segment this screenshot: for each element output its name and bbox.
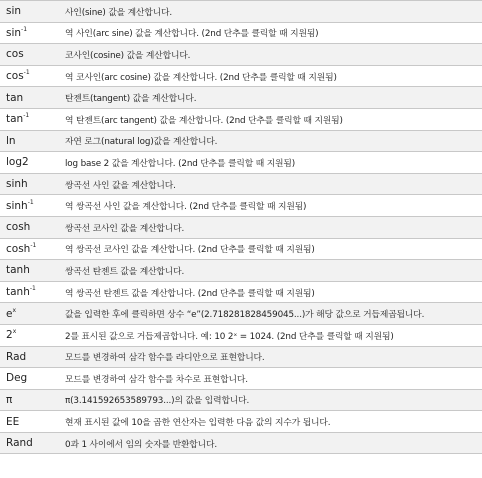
table-row — [0, 1, 482, 23]
function-key-name: 2 — [6, 329, 13, 342]
table-row — [0, 282, 482, 304]
function-key-superscript: -1 — [21, 25, 28, 33]
function-key-cell — [0, 416, 62, 428]
function-key-name: cosh — [6, 221, 31, 234]
function-key-cell — [0, 48, 62, 60]
function-description: 사인(sine) 값을 계산합니다. — [65, 7, 173, 18]
function-description: 코사인(cosine) 값을 계산합니다. — [65, 50, 191, 61]
function-key-name: e — [6, 307, 13, 320]
table-row — [0, 217, 482, 239]
function-key-superscript: -1 — [23, 112, 30, 120]
table-row — [0, 87, 482, 109]
function-key-cell — [0, 264, 62, 276]
function-key-name: ln — [6, 134, 16, 147]
table-row — [0, 303, 482, 325]
function-description: 0과 1 사이에서 임의 숫자를 반환합니다. — [65, 439, 217, 450]
table-row — [0, 368, 482, 390]
table-row — [0, 131, 482, 153]
table-row — [0, 152, 482, 174]
table-row — [0, 347, 482, 369]
function-description: 역 코사인(arc cosine) 값을 계산합니다. (2nd 단추를 클릭할 때 지원됨) — [65, 72, 337, 83]
function-key-superscript: -1 — [30, 241, 37, 249]
table-row — [0, 433, 482, 455]
function-key-cell — [0, 200, 62, 212]
function-key-name: log2 — [6, 156, 29, 169]
function-description: 탄젠트(tangent) 값을 계산합니다. — [65, 94, 197, 105]
function-description: 역 쌍곡선 사인 값을 계산합니다. (2nd 단추를 클릭할 때 지원됨) — [65, 202, 307, 213]
function-description: 역 사인(arc sine) 값을 계산합니다. (2nd 단추를 클릭할 때 지원됨) — [65, 29, 319, 40]
function-description: π(3.141592653589793...)의 값을 입력합니다. — [65, 396, 250, 407]
function-key-cell — [0, 135, 62, 147]
function-description: 2를 표시된 값으로 거듭제곱합니다. 예: 10 2ˣ = 1024. (2nd 단추를 클릭할 때 지원됨) — [65, 331, 394, 342]
function-description: 쌍곡선 사인 값을 계산합니다. — [65, 180, 176, 191]
function-key-cell — [0, 27, 62, 39]
table-row — [0, 109, 482, 131]
function-description: 현재 표시된 값에 10을 곱한 연산자는 입력한 다음 값의 지수가 됩니다. — [65, 418, 331, 429]
table-row — [0, 44, 482, 66]
table-row — [0, 195, 482, 217]
function-description: 쌍곡선 탄젠트 값을 계산합니다. — [65, 266, 185, 277]
function-key-cell — [0, 372, 62, 384]
function-key-name: tan — [6, 113, 24, 126]
function-description: 값을 입력한 후에 클릭하면 상수 “e”(2.718281828459045...)가 해당 값으로 거듭제곱됩니다. — [65, 310, 425, 321]
function-key-name: sin — [6, 26, 22, 39]
function-key-cell — [0, 178, 62, 190]
function-key-superscript: -1 — [29, 285, 36, 293]
function-key-name: cosh — [6, 242, 31, 255]
function-key-name: sin — [6, 5, 22, 18]
function-key-cell — [0, 286, 62, 298]
function-key-cell — [0, 113, 62, 125]
function-key-name: cos — [6, 70, 24, 83]
table-row — [0, 260, 482, 282]
function-key-name: Rad — [6, 350, 27, 363]
function-key-name: cos — [6, 48, 24, 61]
function-key-cell — [0, 156, 62, 168]
function-description: 모드를 변경하여 삼각 함수를 차수로 표현합니다. — [65, 374, 248, 385]
function-description: 역 쌍곡선 탄젠트 값을 계산합니다. (2nd 단추를 클릭할 때 지원됨) — [65, 288, 315, 299]
function-key-name: Deg — [6, 372, 28, 385]
function-key-name: π — [6, 393, 13, 406]
function-key-name: tanh — [6, 286, 30, 299]
function-key-name: tan — [6, 91, 24, 104]
function-key-cell — [0, 221, 62, 233]
function-description: 모드를 변경하여 삼각 함수를 라디안으로 표현합니다. — [65, 353, 265, 364]
function-key-cell — [0, 308, 62, 320]
table-row — [0, 23, 482, 45]
table-row — [0, 390, 482, 412]
function-description: 쌍곡선 코사인 값을 계산합니다. — [65, 223, 185, 234]
table-row — [0, 325, 482, 347]
table-row — [0, 66, 482, 88]
function-key-cell — [0, 92, 62, 104]
function-description: 역 쌍곡선 코사인 값을 계산합니다. (2nd 단추를 클릭할 때 지원됨) — [65, 245, 315, 256]
function-key-superscript: -1 — [27, 198, 34, 206]
function-key-name: sinh — [6, 199, 28, 212]
table-row — [0, 411, 482, 433]
function-key-cell — [0, 437, 62, 449]
function-description: 역 탄젠트(arc tangent) 값을 계산합니다. (2nd 단추를 클릭할 때 지원됨) — [65, 115, 343, 126]
function-key-cell — [0, 243, 62, 255]
table-row — [0, 174, 482, 196]
function-key-cell — [0, 329, 62, 341]
function-key-cell — [0, 70, 62, 82]
function-key-cell — [0, 394, 62, 406]
function-key-name: tanh — [6, 264, 30, 277]
function-key-superscript: -1 — [23, 69, 30, 77]
function-key-cell — [0, 351, 62, 363]
function-key-cell — [0, 5, 62, 17]
function-key-superscript: x — [12, 306, 17, 314]
function-key-superscript: x — [12, 328, 17, 336]
function-key-name: EE — [6, 415, 20, 428]
function-description: log base 2 값을 계산합니다. (2nd 단추를 클릭할 때 지원됨) — [65, 158, 296, 169]
table-row — [0, 239, 482, 261]
function-key-name: Rand — [6, 437, 33, 450]
function-key-name: sinh — [6, 178, 28, 191]
function-description: 자연 로그(natural log)값을 계산합니다. — [65, 137, 218, 148]
